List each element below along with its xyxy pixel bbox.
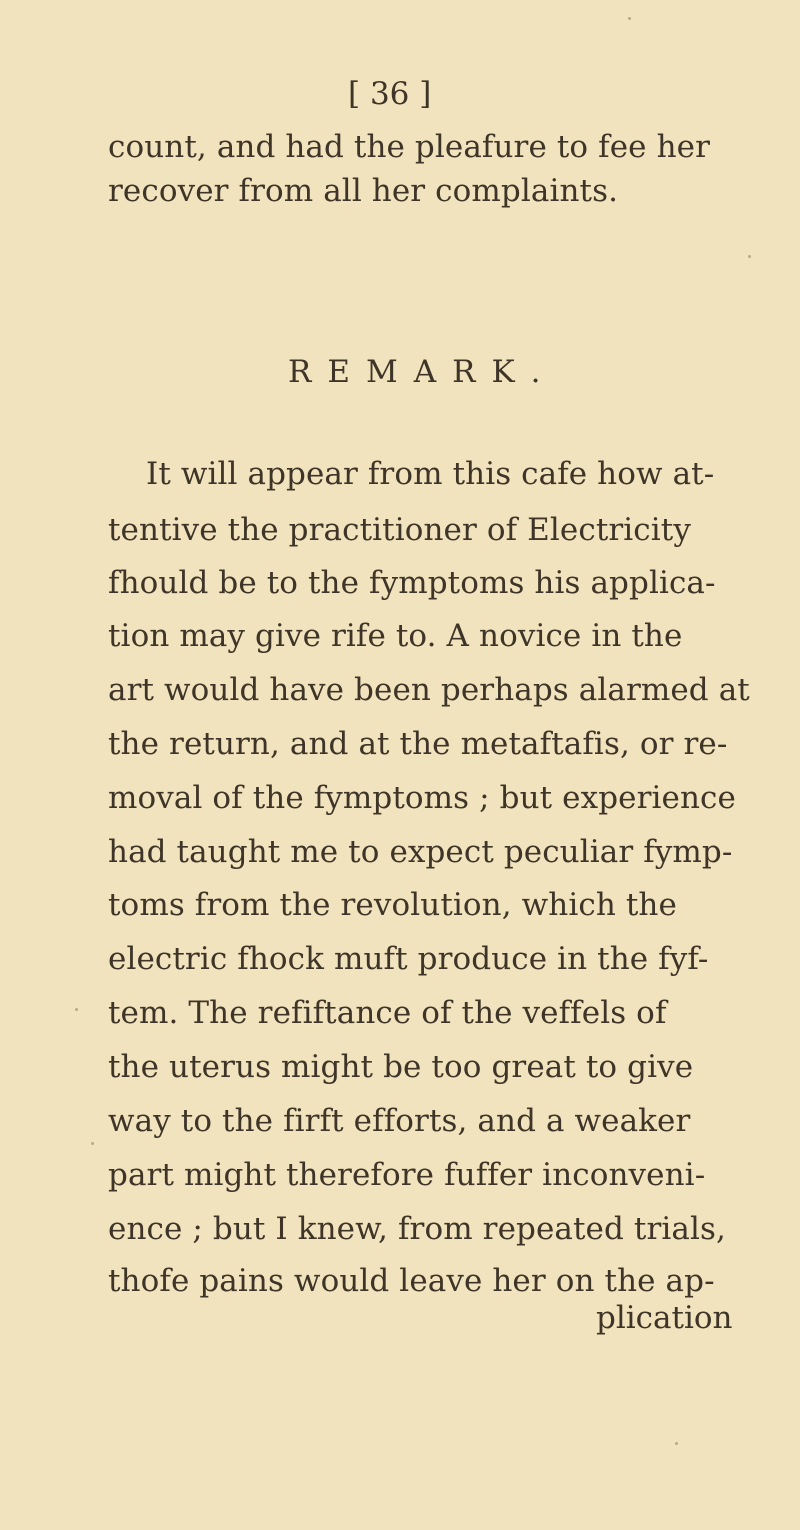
paper-speck	[628, 17, 631, 20]
page-number-text: [ 36 ]	[348, 76, 432, 112]
paragraph-two-line-13: way to the firft efforts, and a weaker	[108, 1103, 691, 1139]
paper-speck	[675, 1442, 678, 1445]
paragraph-two-line-7: moval of the fymptoms ; but experience	[108, 780, 736, 816]
catchword: plication	[596, 1300, 733, 1336]
paper-speck	[75, 1008, 78, 1011]
paragraph-two-line-5: art would have been perhaps alarmed at	[108, 672, 750, 708]
section-heading: REMARK.	[288, 354, 557, 390]
page-number	[348, 76, 431, 112]
paragraph-one-line-1: count, and had the pleafure to fee her	[108, 129, 711, 165]
paragraph-two-line-4: tion may give rife to. A novice in the	[108, 618, 683, 654]
paragraph-two-line-2: tentive the practitioner of Electricity	[108, 512, 691, 548]
paragraph-two-line-1: It will appear from this cafe how at-	[146, 456, 715, 492]
paragraph-two-line-16: thofe pains would leave her on the ap-	[108, 1263, 715, 1299]
paragraph-two-line-15: ence ; but I knew, from repeated trials,	[108, 1211, 726, 1247]
paragraph-one-line-2: recover from all her complaints.	[108, 173, 619, 209]
paragraph-two-line-11: tem. The refiftance of the veffels of	[108, 995, 667, 1031]
paragraph-two-line-8: had taught me to expect peculiar fymp-	[108, 834, 733, 870]
paragraph-two-line-6: the return, and at the metaftafis, or re-	[108, 726, 728, 762]
paragraph-two-line-9: toms from the revolution, which the	[108, 887, 677, 923]
paper-speck	[748, 255, 751, 258]
paragraph-two-line-12: the uterus might be too great to give	[108, 1049, 694, 1085]
paragraph-two-line-3: fhould be to the fymptoms his applica-	[108, 565, 716, 601]
paragraph-two-line-14: part might therefore fuffer inconveni-	[108, 1157, 706, 1193]
paragraph-two-line-10: electric fhock muft produce in the fyf-	[108, 941, 709, 977]
paper-speck	[91, 1142, 94, 1145]
